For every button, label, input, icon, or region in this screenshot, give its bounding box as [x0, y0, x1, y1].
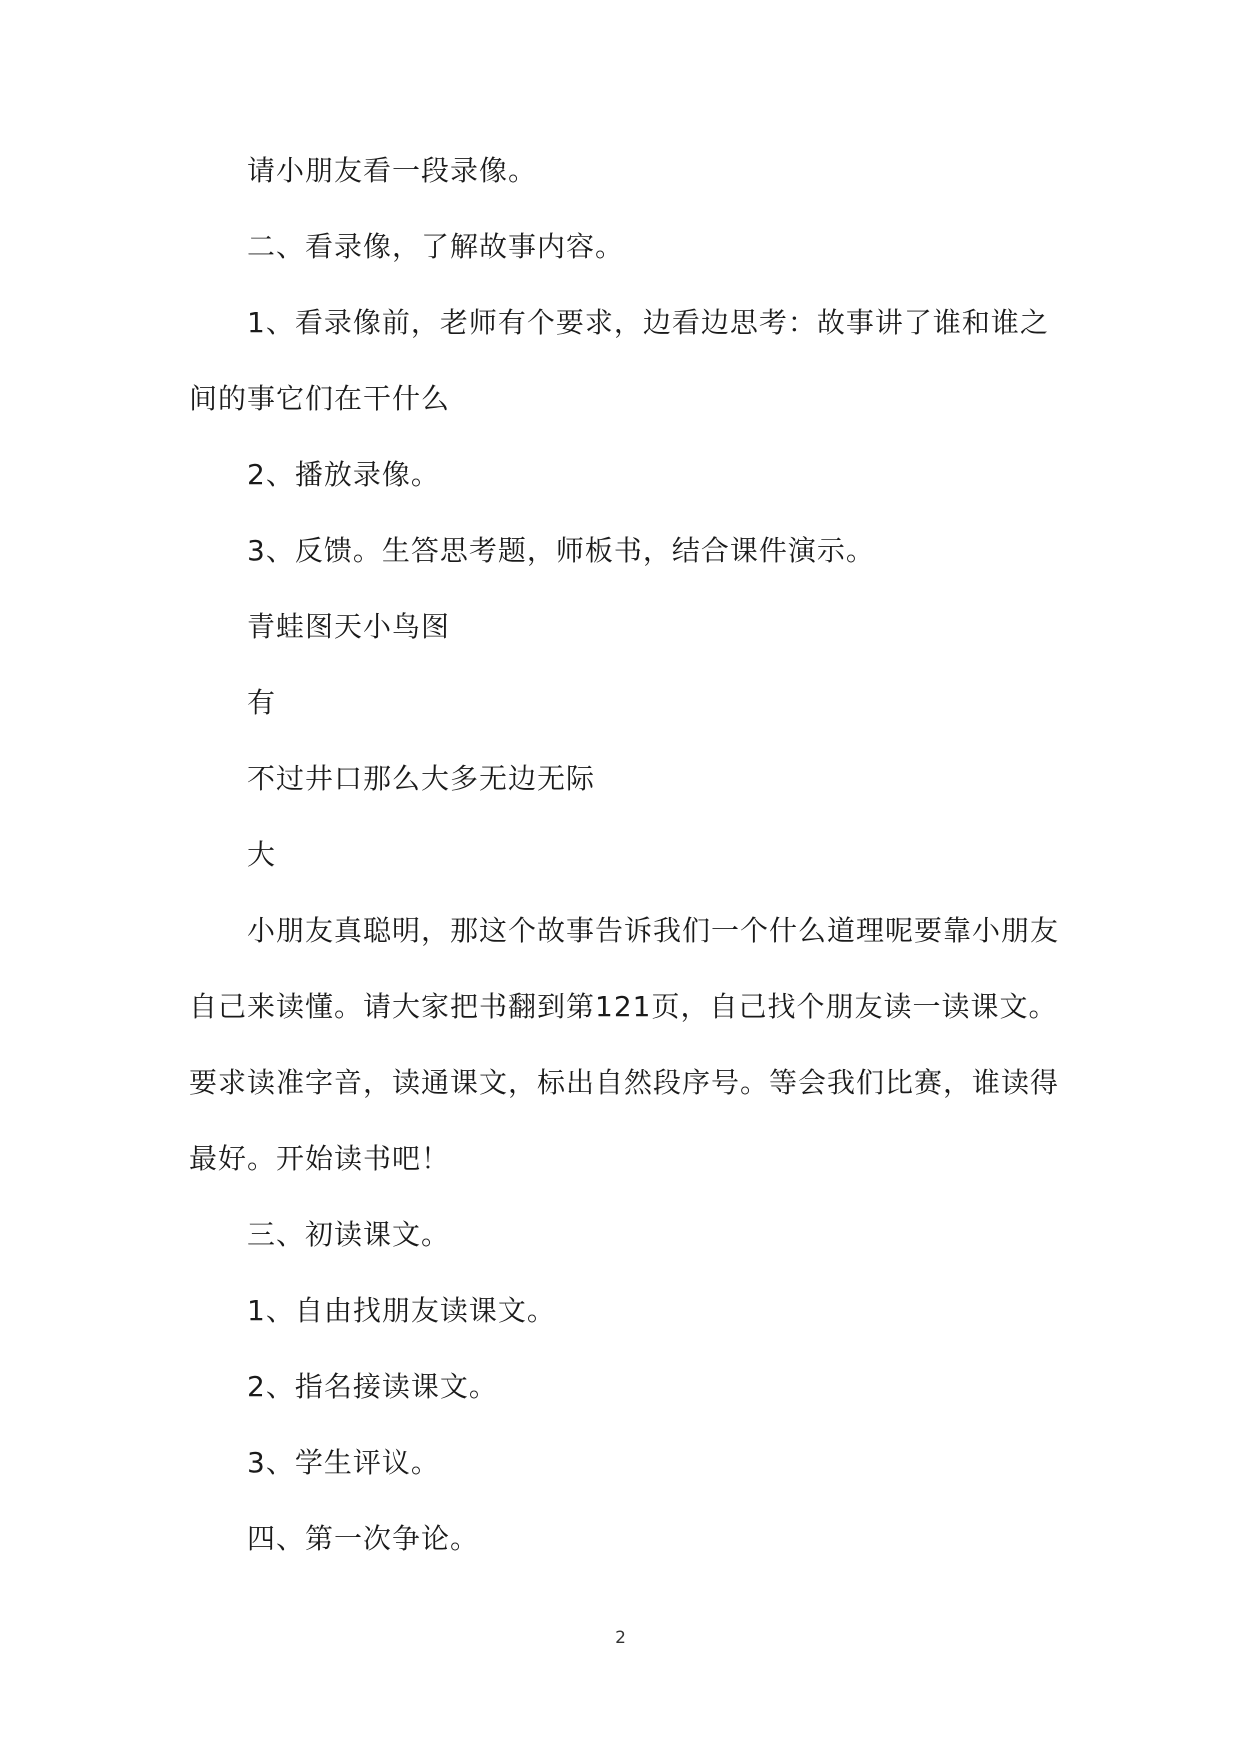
- paragraph-read-step-2: 2、指名接读课文。: [247, 1370, 498, 1403]
- heading-section-3: 三、初读课文。: [247, 1218, 451, 1251]
- paragraph-step-1: 1、看录像前，老师有个要求，边看边思考：故事讲了谁和谁之间的事它们在干什么: [189, 306, 1049, 415]
- heading-section-2: 二、看录像，了解故事内容。: [247, 230, 625, 263]
- paragraph-step-3: 3、反馈。生答思考题，师板书，结合课件演示。: [247, 534, 875, 567]
- paragraph-watch-video: 请小朋友看一段录像。: [247, 154, 538, 187]
- paragraph-read-step-3: 3、学生评议。: [247, 1446, 440, 1479]
- paragraph-board-row-3: 不过井口那么大多无边无际: [247, 762, 596, 795]
- heading-section-4: 四、第一次争论。: [247, 1522, 480, 1555]
- paragraph-read-step-1: 1、自由找朋友读课文。: [247, 1294, 556, 1327]
- page-number: 2: [615, 1628, 626, 1648]
- paragraph-board-row-4: 大: [247, 838, 277, 871]
- paragraph-step-2: 2、播放录像。: [247, 458, 440, 491]
- paragraph-story-lesson: 小朋友真聪明，那这个故事告诉我们一个什么道理呢要靠小朋友自己来读懂。请大家把书翻到第121页，自己找个朋友读一读课文。要求读准字音，读通课文，标出自然段序号。等会我们比赛，谁读得最好。开始读书吧！: [189, 914, 1060, 1175]
- paragraph-board-row-1: 青蛙图天小鸟图: [247, 610, 451, 643]
- paragraph-board-row-2: 有: [247, 686, 277, 719]
